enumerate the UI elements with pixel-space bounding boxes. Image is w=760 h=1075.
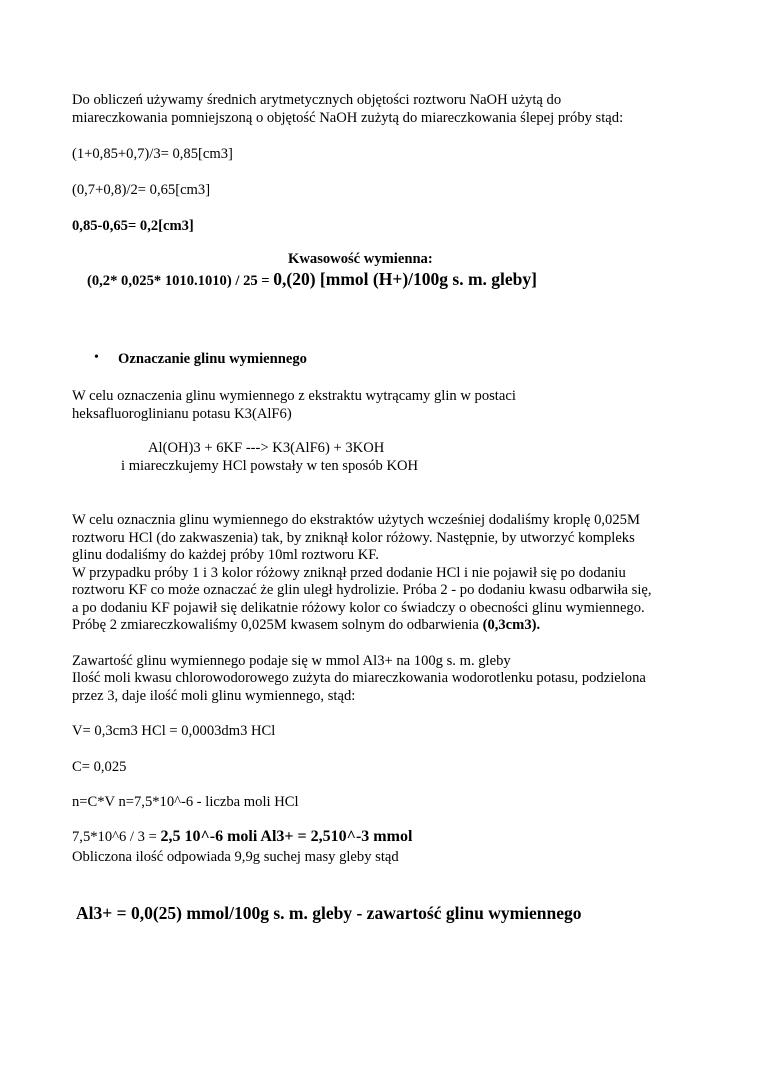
reaction-equation: Al(OH)3 + 6KF ---> K3(AlF6) + 3KOH xyxy=(148,440,385,456)
acidity-formula xyxy=(87,270,537,290)
calc-aluminium-result: 2,5 10^-6 moli Al3+ = 2,510^-3 mmol xyxy=(160,828,413,845)
intro-line-2: miareczkowania pomniejszoną o objętość NaOH zużytą do miareczkowania ślepej próby stąd: xyxy=(72,110,624,126)
acidity-formula-prefix: (0,2* 0,025* 1010.1010) / 25 = xyxy=(87,273,274,289)
para3-line-1: Zawartość glinu wymiennego podaje się w mmol Al3+ na 100g s. m. gleby xyxy=(72,653,511,669)
para2-line-7-volume: (0,3cm3). xyxy=(482,617,541,633)
para2-line-5: roztworu KF co może oznaczać że glin uległ hydrolizie. Próba 2 - po dodaniu kwasu odbarwiła się, xyxy=(72,582,652,598)
para3-line-3: przez 3, daje ilość moli glinu wymiennego, stąd: xyxy=(72,688,356,704)
calc-average-1: (1+0,85+0,7)/3= 0,85[cm3] xyxy=(72,146,233,162)
acidity-title: Kwasowość wymienna: xyxy=(288,251,433,267)
para1-line-2: heksafluoroglinianu potasu K3(AlF6) xyxy=(72,406,292,422)
para2-line-4: W przypadku próby 1 i 3 kolor różowy zniknął przed dodanie HCl i nie pojawił się po dodaniu xyxy=(72,565,626,581)
bullet-icon: • xyxy=(94,350,99,365)
para2-line-3: glinu dodaliśmy do każdej próby 10ml roztworu KF. xyxy=(72,547,379,563)
reaction-note: i miareczkujemy HCl powstały w ten sposób KOH xyxy=(121,458,419,474)
para2-line-6: a po dodaniu KF pojawił się delikatnie różowy kolor co świadczy o obecności glinu wymiennego. xyxy=(72,600,645,616)
para2-line-1: W celu oznacznia glinu wymiennego do ekstraktów użytych wcześniej dodaliśmy kroplę 0,025M xyxy=(72,512,640,528)
para2-line-7-text: Próbę 2 zmiareczkowaliśmy 0,025M kwasem solnym do odbarwienia xyxy=(72,617,483,633)
calc-average-2: (0,7+0,8)/2= 0,65[cm3] xyxy=(72,182,211,198)
para2-line-7 xyxy=(72,616,540,634)
intro-line-1: Do obliczeń używamy średnich arytmetycznych objętości roztworu NaOH użytą do xyxy=(72,92,562,108)
para1-line-1: W celu oznaczenia glinu wymiennego z ekstraktu wytrącamy glin w postaci xyxy=(72,388,516,404)
section-heading: Oznaczanie glinu wymiennego xyxy=(118,351,307,367)
calc-aluminium xyxy=(72,828,412,846)
calc-aluminium-prefix: 7,5*10^6 / 3 = xyxy=(72,829,161,845)
final-result: Al3+ = 0,0(25) mmol/100g s. m. gleby - zawartość glinu wymiennego xyxy=(76,903,582,923)
calc-volume: V= 0,3cm3 HCl = 0,0003dm3 HCl xyxy=(72,723,276,739)
calc-concentration: C= 0,025 xyxy=(72,759,127,775)
calc-difference: 0,85-0,65= 0,2[cm3] xyxy=(72,218,194,234)
calc-dry-mass: Obliczona ilość odpowiada 9,9g suchej masy gleby stąd xyxy=(72,849,399,865)
para2-line-2: roztworu HCl (do zakwaszenia) tak, by zniknął kolor różowy. Następnie, by utworzyć kompleks xyxy=(72,530,635,546)
para3-line-2: Ilość moli kwasu chlorowodorowego zużyta do miareczkowania wodorotlenku potasu, podzielona xyxy=(72,670,646,686)
calc-moles: n=C*V n=7,5*10^-6 - liczba moli HCl xyxy=(72,794,299,810)
acidity-formula-result: 0,(20) [mmol (H+)/100g s. m. gleby] xyxy=(273,269,537,289)
